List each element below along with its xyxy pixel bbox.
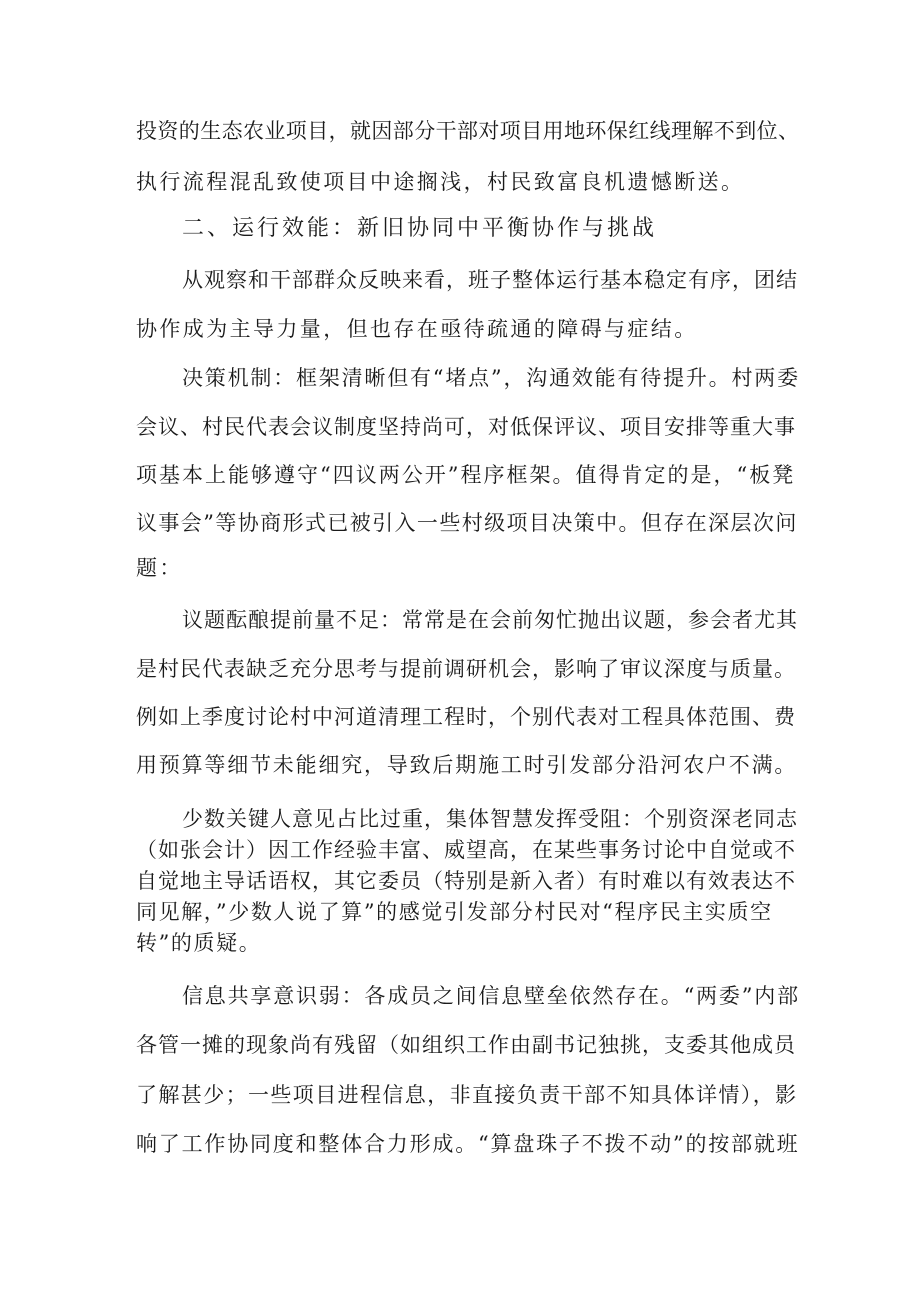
text-line: 是村民代表缺乏充分思考与提前调研机会，影响了审议深度与质量。 [136,657,796,681]
text-line: 投资的生态农业项目，就因部分干部对项目用地环保红线理解不到位、 [136,119,800,143]
text-line: 议题酝酿提前量不足：常常是在会前匆忙抛出议题，参会者尤其 [182,608,798,632]
text-line: 题： [136,556,183,580]
text-line: 响了工作协同度和整体合力形成。“算盘珠子不拨不动”的按部就班 [136,1132,800,1156]
text-line: 例如上季度讨论村中河道清理工程时，个别代表对工程具体范围、费 [136,705,796,729]
text-line: 执行流程混乱致使项目中途搁浅，村民致富良机遗憾断送。 [136,170,745,194]
text-line: 协作成为主导力量，但也存在亟待疏通的障碍与症结。 [136,317,698,341]
text-line: 用预算等细节未能细究，导致后期施工时引发部分沿河农户不满。 [136,753,798,777]
text-line: 各管一摊的现象尚有残留（如组织工作由副书记独挑，支委其他成员 [136,1033,796,1057]
text-line: 从观察和干部群众反映来看，班子整体运行基本稳定有序，团结 [182,268,798,292]
text-line: （如张会计）因工作经验丰富、威望高，在某些事务讨论中自觉或不 [136,838,796,862]
text-line: 自觉地主导话语权，其它委员（特别是新入者）有时难以有效表达不 [136,869,796,893]
section-heading: 二、运行效能：新旧协同中平衡协作与挑战 [182,216,658,241]
text-line: 信息共享意识弱：各成员之间信息壁垒依然存在。“两委”内部 [182,984,800,1008]
text-line: 会议、村民代表会议制度坚持尚可，对低保评议、项目安排等重大事 [136,415,796,439]
text-line: 决策机制：框架清晰但有“堵点”，沟通效能有待提升。村两委 [182,366,800,390]
text-line: 了解甚少；一些项目进程信息，非直接负责干部不知具体详情），影 [136,1083,798,1107]
text-line: 转”的质疑。 [136,931,262,955]
text-line: 同见解，”少数人说了算”的感觉引发部分村民对“程序民主实质空 [136,900,773,924]
text-line: 议事会”等协商形式已被引入一些村级项目决策中。但存在深层次问 [136,511,798,535]
text-line: 少数关键人意见占比过重，集体智慧发挥受阻：个别资深老同志 [182,807,798,831]
text-line: 项基本上能够遵守“四议两公开”程序框架。值得肯定的是，“板凳 [136,463,796,487]
